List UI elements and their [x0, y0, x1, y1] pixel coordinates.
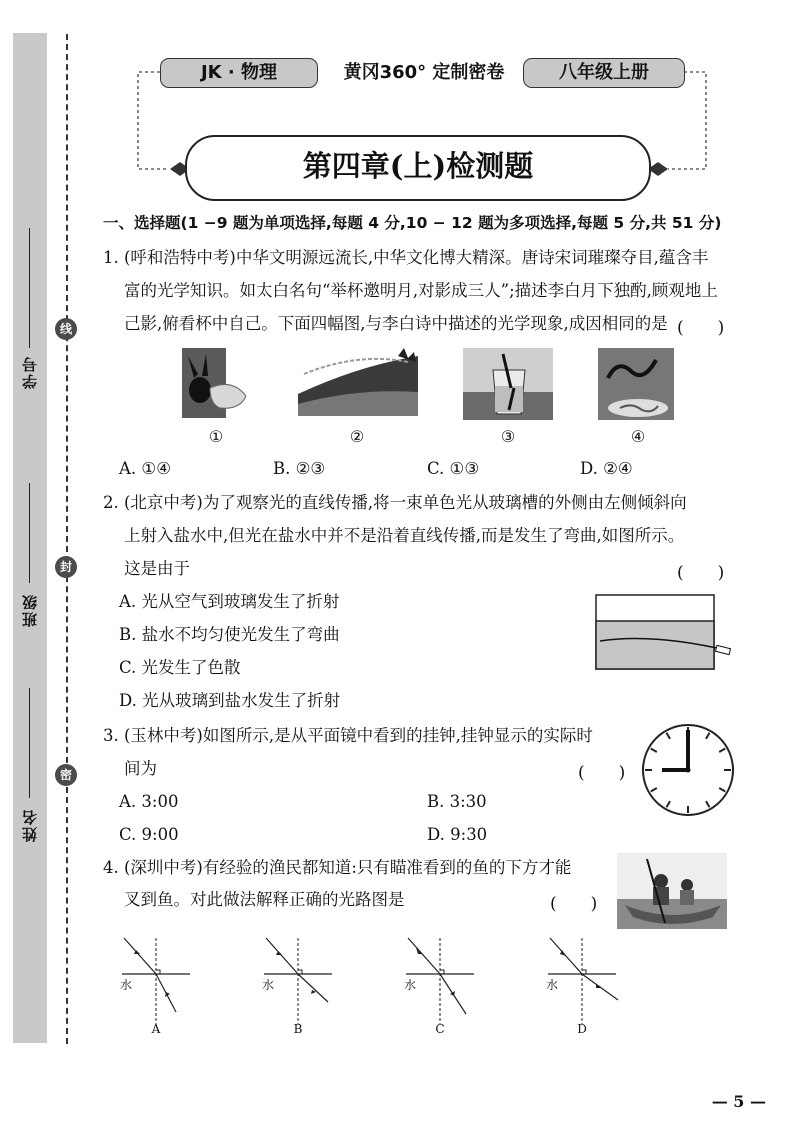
student-no-line — [29, 228, 30, 348]
q4-water-label-d: 水 — [545, 978, 558, 992]
page-title: 第四章(上)检测题 — [302, 149, 534, 183]
q1-line-2: 富的光学知识。如太白名句“举杯邀明月,对影成三人”;描述李白月下独酌,顾观地上 — [124, 281, 718, 300]
q1-image-3-pencil-glass — [463, 348, 553, 420]
class-label: 班级 — [21, 593, 39, 627]
q3-option-b: B. 3:30 — [427, 792, 487, 811]
page-number: — 5 — — [711, 1092, 766, 1111]
q2-line-1: 2. (北京中考)为了观察光的直线传播,将一束单色光从玻璃槽的外侧由左侧倾斜向 — [103, 493, 687, 512]
q2-line-2: 上射入盐水中,但光在盐水中并不是沿着直线传播,而是发生了弯曲,如图所示。 — [124, 526, 685, 545]
q4-water-label-a: 水 — [119, 978, 132, 992]
q4-answer-bracket: ( ) — [550, 894, 598, 914]
q4-water-label-c: 水 — [403, 978, 416, 992]
q1-line-3: 己影,俯看杯中自己。下面四幅图,与李白诗中描述的光学现象,成因相同的是 — [124, 314, 668, 333]
q2-option-d: D. 光从玻璃到盐水发生了折射 — [119, 691, 341, 710]
q4-line-1: 4. (深圳中考)有经验的渔民都知道:只有瞄准看到的鱼的下方才能 — [103, 858, 572, 877]
q1-option-c: C. ①③ — [427, 459, 480, 478]
q1-caption-1: ① — [208, 427, 224, 446]
q4-diagram-label-c: C — [435, 1022, 445, 1036]
q2-line-3: 这是由于 — [124, 559, 190, 578]
section-heading: 一、选择题(1 −9 题为单项选择,每题 4 分,10 − 12 题为多项选择,每题 5 分,共 51 分) — [103, 214, 722, 232]
q4-diagram-label-b: B — [293, 1022, 303, 1036]
q1-image-4-reflection — [598, 348, 674, 420]
q2-option-c: C. 光发生了色散 — [119, 658, 241, 677]
q1-answer-bracket: ( ) — [677, 318, 725, 338]
class-line — [29, 483, 30, 583]
q4-line-2: 叉到鱼。对此做法解释正确的光路图是 — [124, 890, 405, 909]
q1-line-1: 1. (呼和浩特中考)中华文明源远流长,中华文化博大精深。唐诗宋词璀璨夺目,蕴含丰 — [103, 248, 709, 267]
seal-mark-feng: 封 — [55, 556, 77, 578]
q1-option-d: D. ②④ — [580, 459, 633, 478]
q1-image-2-rainbow-bridge — [298, 348, 418, 416]
grade-pill: 八年级上册 — [523, 58, 685, 88]
q4-water-label-b: 水 — [261, 978, 274, 992]
name-line — [29, 688, 30, 798]
q2-option-b: B. 盐水不均匀使光发生了弯曲 — [119, 625, 340, 644]
q3-line-1: 3. (玉林中考)如图所示,是从平面镜中看到的挂钟,挂钟显示的实际时 — [103, 726, 593, 745]
q1-option-a: A. ①④ — [119, 459, 171, 478]
q1-image-1-shadow-rabbit — [180, 348, 250, 420]
subject-pill: JK · 物理 — [160, 58, 318, 88]
q2-salt-water-tank — [594, 593, 740, 673]
q4-diagram-label-a: A — [151, 1022, 161, 1036]
q4-fisherman-image — [617, 853, 727, 929]
q1-caption-4: ④ — [630, 427, 646, 446]
series-title: 黄冈360° 定制密卷 — [343, 62, 505, 83]
name-label: 姓名 — [21, 808, 39, 842]
seal-mark-line: 线 — [55, 318, 77, 340]
q3-mirror-clock — [640, 722, 736, 818]
q3-line-2: 间为 — [124, 759, 157, 778]
q4-diagram-label-d: D — [577, 1022, 587, 1036]
q3-option-d: D. 9:30 — [427, 825, 488, 844]
q1-caption-2: ② — [349, 427, 365, 446]
q2-answer-bracket: ( ) — [677, 563, 725, 583]
student-no-label: 学号 — [21, 355, 39, 389]
q3-answer-bracket: ( ) — [578, 763, 626, 783]
q3-option-a: A. 3:00 — [119, 792, 179, 811]
q1-option-b: B. ②③ — [273, 459, 326, 478]
q2-option-a: A. 光从空气到玻璃发生了折射 — [119, 592, 340, 611]
q3-option-c: C. 9:00 — [119, 825, 179, 844]
q1-caption-3: ③ — [500, 427, 516, 446]
seal-mark-mi: 密 — [55, 764, 77, 786]
